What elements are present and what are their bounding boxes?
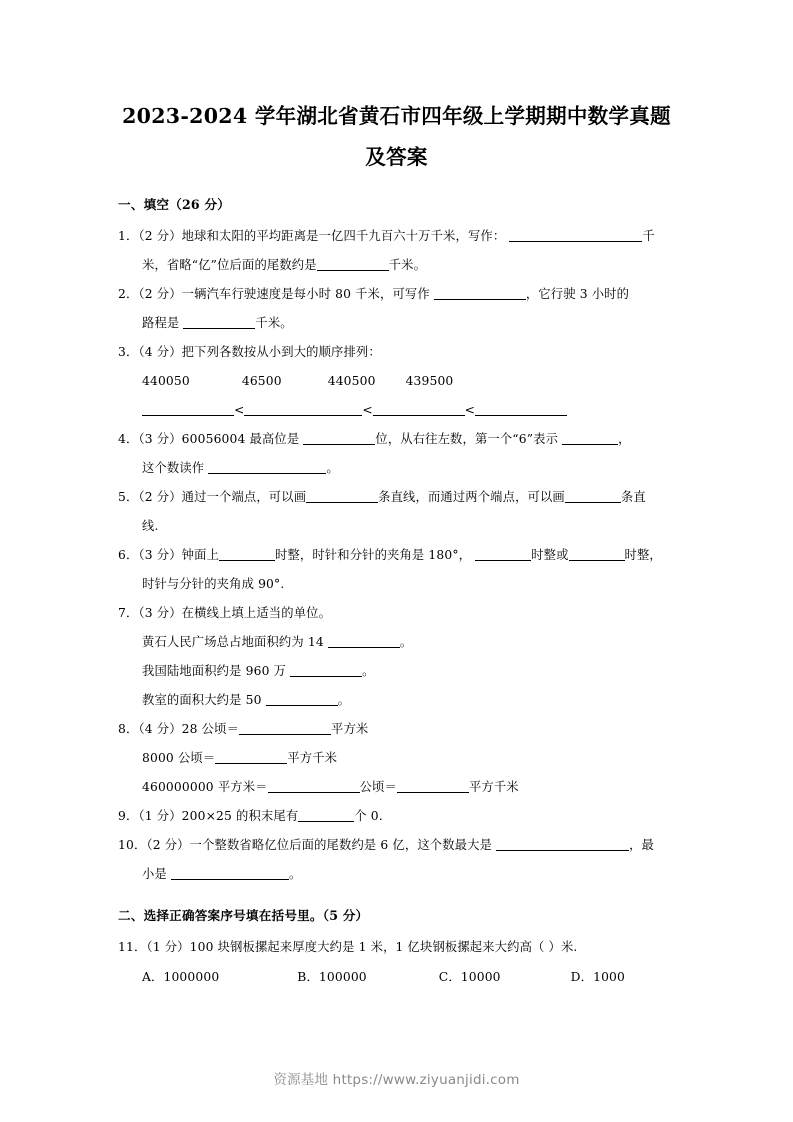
question-10-text-c: 小是 bbox=[142, 867, 167, 881]
question-8-sub-3-text: 460000000 平方米＝ bbox=[142, 780, 268, 794]
question-4-blank-2[interactable] bbox=[562, 433, 618, 445]
question-2-text-a: 一辆汽车行驶速度是每小时 80 千米，可写作 bbox=[181, 287, 430, 301]
question-2-text-d: 千米。 bbox=[255, 316, 293, 330]
question-7-sub-2-suffix: 。 bbox=[362, 664, 375, 678]
question-10: 10．（2 分）一个整数省略亿位后面的尾数约是 6 亿，这个数最大是 ，最 bbox=[118, 838, 654, 852]
section-heading-multiple-choice: 二、选择正确答案序号填在括号里。（5 分） bbox=[118, 908, 369, 923]
question-8-sub-3-suffix: 平方千米 bbox=[468, 780, 519, 794]
question-6-text-c: 时整或 bbox=[531, 548, 569, 562]
question-9-text-a: 200×25 的积末尾有 bbox=[181, 809, 299, 823]
question-10-number: 10 bbox=[118, 838, 134, 852]
question-11-choices bbox=[118, 962, 681, 992]
question-7-sub-1-suffix: 。 bbox=[399, 635, 413, 649]
question-8-number: 8 bbox=[118, 722, 126, 736]
question-11-choice-d[interactable]: D．1000 bbox=[570, 970, 626, 984]
question-11-choice-b[interactable]: B．100000 bbox=[297, 970, 367, 984]
question-7-sub-1-text: 黄石人民广场总占地面积约为 14 bbox=[142, 635, 324, 649]
question-6-score: （3 分） bbox=[138, 548, 182, 562]
question-7-sub-3 bbox=[118, 686, 681, 715]
question-8-blank-3[interactable] bbox=[268, 781, 360, 793]
question-1-text-c: 米，省略“亿”位后面的尾数约是 bbox=[142, 258, 317, 272]
question-2-line-2 bbox=[118, 309, 681, 338]
question-3-blank-4[interactable] bbox=[475, 404, 567, 416]
question-2-score: （2 分） bbox=[138, 287, 182, 301]
question-9-text-b: 个 0. bbox=[354, 809, 383, 823]
question-3-number-item: 46500 bbox=[241, 374, 282, 388]
question-6-blank-3[interactable] bbox=[569, 549, 625, 561]
question-10-line-2 bbox=[118, 860, 681, 889]
question-5-text-a: 通过一个端点，可以画 bbox=[181, 490, 307, 504]
question-8-blank-1[interactable] bbox=[239, 723, 331, 735]
question-6-text-a: 钟面上 bbox=[181, 548, 220, 562]
question-3: 3．（4 分）把下列各数按从小到大的顺序排列： bbox=[118, 345, 381, 359]
page-title: 2023-2024 学年湖北省黄石市四年级上学期期中数学真题及答案 bbox=[122, 104, 671, 169]
question-1-score: （2 分） bbox=[138, 229, 182, 243]
question-3-blank-3[interactable] bbox=[373, 404, 465, 416]
question-3-blank-1[interactable] bbox=[142, 404, 234, 416]
question-8-sub-2-suffix: 平方千米 bbox=[287, 751, 338, 765]
question-5-line-2 bbox=[118, 512, 681, 541]
question-4-text-e: 。 bbox=[326, 461, 339, 475]
question-3-operator: < bbox=[234, 403, 245, 417]
question-8-text-a: 28 公顷＝ bbox=[181, 722, 240, 736]
question-8-sub-2 bbox=[118, 744, 681, 773]
question-6-number: 6 bbox=[118, 548, 126, 562]
question-8-sub-2-text: 8000 公顷＝ bbox=[142, 751, 216, 765]
question-5-text-c: 条直 bbox=[620, 490, 646, 504]
question-6-blank-1[interactable] bbox=[219, 549, 275, 561]
question-5: 5．（2 分）通过一个端点，可以画 条直线，而通过两个端点，可以画 条直 bbox=[118, 490, 646, 504]
question-3-text-a: 把下列各数按从小到大的顺序排列： bbox=[181, 345, 381, 359]
question-7-blank-2[interactable] bbox=[290, 665, 362, 677]
question-7-sub-1 bbox=[118, 628, 681, 657]
question-3-number-item: 440500 bbox=[327, 374, 376, 388]
question-7-blank-3[interactable] bbox=[266, 694, 338, 706]
question-5-number: 5 bbox=[118, 490, 126, 504]
question-10-text-b: ，最 bbox=[629, 838, 654, 852]
question-7-score: （3 分） bbox=[138, 606, 182, 620]
question-6-text-e: 时针与分针的夹角成 90°. bbox=[142, 577, 285, 591]
question-1-text-d: 千米。 bbox=[388, 258, 427, 272]
question-5-text-b: 条直线，而通过两个端点，可以画 bbox=[378, 490, 565, 504]
question-2-blank-1[interactable] bbox=[434, 288, 526, 300]
question-2-blank-2[interactable] bbox=[183, 317, 255, 329]
question-3-score: （4 分） bbox=[138, 345, 182, 359]
question-6-text-d: 时整， bbox=[624, 548, 662, 562]
section-heading-fill-in-blank: 一、填空（26 分） bbox=[118, 197, 231, 212]
question-3-number-item: 439500 bbox=[405, 374, 454, 388]
question-4-line-2 bbox=[118, 454, 681, 483]
question-8-text-b: 平方米 bbox=[331, 722, 369, 736]
footer-watermark: 资源基地 https://www.ziyuanjidi.com bbox=[273, 1072, 520, 1088]
question-3-ordering-row bbox=[118, 396, 681, 425]
question-6-text-b: 时整，时针和分针的夹角是 180°， bbox=[275, 548, 472, 562]
question-5-blank-1[interactable] bbox=[306, 491, 378, 503]
question-4-text-c: ， bbox=[618, 432, 631, 446]
question-7-sub-3-text: 教室的面积大约是 50 bbox=[142, 693, 262, 707]
question-8-blank-4[interactable] bbox=[397, 781, 469, 793]
question-3-number-list bbox=[118, 367, 681, 396]
question-5-text-d: 线. bbox=[142, 519, 159, 533]
question-7-sub-2 bbox=[118, 657, 681, 686]
question-11-choice-c[interactable]: C．10000 bbox=[438, 970, 501, 984]
question-11-text-a: 100 块钢板摞起来厚度大约是 1 米，1 亿块钢板摞起来大约高（ ）米. bbox=[189, 940, 578, 954]
question-2-text-c: 路程是 bbox=[142, 316, 180, 330]
question-5-blank-2[interactable] bbox=[565, 491, 621, 503]
question-2-text-b: ，它行驶 3 小时的 bbox=[525, 287, 630, 301]
question-7-sub-2-text: 我国陆地面积约是 960 万 bbox=[142, 664, 287, 678]
question-9: 9．（1 分）200×25 的积末尾有 个 0. bbox=[118, 809, 383, 823]
question-3-operator: < bbox=[464, 403, 475, 417]
question-7-text-a: 在横线上填上适当的单位。 bbox=[181, 606, 332, 620]
question-3-blank-2[interactable] bbox=[244, 404, 362, 416]
question-6: 6．（3 分）钟面上 时整，时针和分针的夹角是 180°， 时整或 时整， bbox=[118, 548, 662, 562]
question-5-score: （2 分） bbox=[138, 490, 182, 504]
question-1-text-a: 地球和太阳的平均距离是一亿四千九百六十万千米，写作： bbox=[181, 229, 506, 243]
question-11-choice-a[interactable]: A．1000000 bbox=[142, 970, 220, 984]
question-1-blank-2[interactable] bbox=[317, 259, 389, 271]
question-4-score: （3 分） bbox=[138, 432, 182, 446]
question-4-text-b: 位，从右往左数，第一个“6”表示 bbox=[375, 432, 559, 446]
question-8-sub-3-mid: 公顷＝ bbox=[359, 780, 397, 794]
question-8-score: （4 分） bbox=[138, 722, 182, 736]
question-2: 2．（2 分）一辆汽车行驶速度是每小时 80 千米，可写作 ，它行驶 3 小时的 bbox=[118, 287, 630, 301]
question-4-text-a: 60056004 最高位是 bbox=[181, 432, 300, 446]
question-6-blank-2[interactable] bbox=[475, 549, 531, 561]
question-11-score: （1 分） bbox=[146, 940, 190, 954]
question-1-number: 1 bbox=[118, 229, 126, 243]
question-6-line-2 bbox=[118, 570, 681, 599]
question-1-blank-1[interactable] bbox=[509, 230, 642, 242]
question-9-score: （1 分） bbox=[138, 809, 182, 823]
question-4-blank-1[interactable] bbox=[303, 433, 375, 445]
exam-content bbox=[0, 195, 793, 992]
question-10-text-d: 。 bbox=[288, 867, 302, 881]
question-1-line-2 bbox=[118, 251, 681, 280]
question-11: 11．（1 分）100 块钢板摞起来厚度大约是 1 米，1 亿块钢板摞起来大约高（ ）米. bbox=[118, 940, 578, 954]
question-7-sub-3-suffix: 。 bbox=[337, 693, 351, 707]
question-1: 1．（2 分）地球和太阳的平均距离是一亿四千九百六十万千米，写作： 千 bbox=[118, 229, 655, 243]
question-4: 4．（3 分）60056004 最高位是 位，从右往左数，第一个“6”表示 ， bbox=[118, 432, 631, 446]
question-4-text-d: 这个数读作 bbox=[142, 461, 205, 475]
question-9-blank-1[interactable] bbox=[298, 810, 354, 822]
question-4-blank-3[interactable] bbox=[208, 462, 326, 474]
question-3-number-item: 440050 bbox=[142, 374, 190, 388]
question-8-sub-3 bbox=[118, 773, 681, 802]
question-8: 8．（4 分）28 公顷＝ 平方米 bbox=[118, 722, 369, 736]
question-1-text-b: 千 bbox=[642, 229, 655, 243]
question-9-number: 9 bbox=[118, 809, 126, 823]
question-10-blank-1[interactable] bbox=[496, 839, 629, 851]
question-3-number: 3 bbox=[118, 345, 126, 359]
question-8-blank-2[interactable] bbox=[215, 752, 287, 764]
question-2-number: 2 bbox=[118, 287, 126, 301]
question-10-text-a: 一个整数省略亿位后面的尾数约是 6 亿，这个数最大是 bbox=[189, 838, 493, 852]
question-10-blank-2[interactable] bbox=[171, 868, 289, 880]
question-11-number: 11 bbox=[118, 940, 134, 954]
question-10-score: （2 分） bbox=[146, 838, 190, 852]
question-7: 7．（3 分）在横线上填上适当的单位。 bbox=[118, 606, 332, 620]
question-4-number: 4 bbox=[118, 432, 126, 446]
question-7-blank-1[interactable] bbox=[328, 636, 400, 648]
question-7-number: 7 bbox=[118, 606, 126, 620]
question-3-operator: < bbox=[362, 403, 373, 417]
